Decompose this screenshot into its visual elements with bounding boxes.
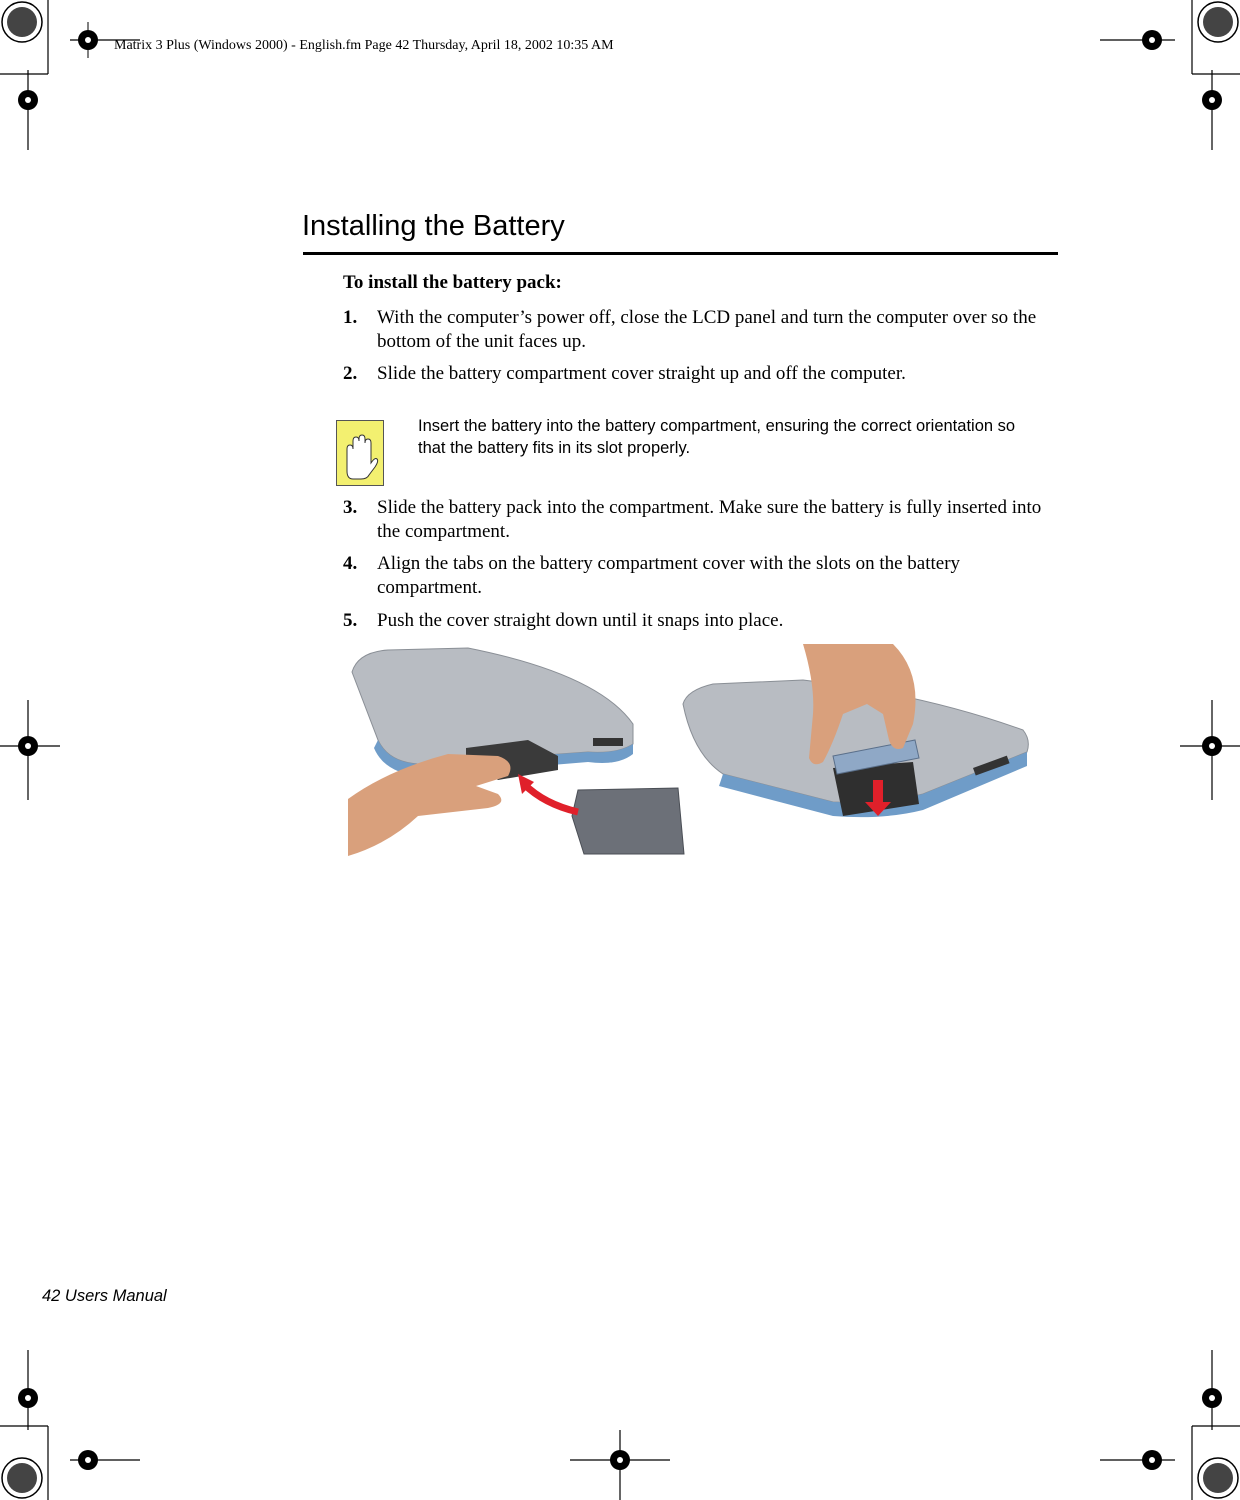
page-title: Installing the Battery [302, 210, 565, 242]
battery-installation-figure [348, 644, 1033, 859]
step-text: Push the cover straight down until it snaps into place. [377, 610, 784, 631]
step-text: Slide the battery compartment cover straight up and off the computer. [377, 363, 906, 384]
caution-note: Insert the battery into the battery compartment, ensuring the correct orientation so that the battery fits in its slot properly. [418, 417, 1016, 457]
step-number: 2. [343, 363, 358, 384]
page-footer: 42 Users Manual [42, 1287, 167, 1305]
step-text: Align the tabs on the battery compartment cover with the slots on the battery compartment. [377, 553, 961, 598]
step-text: With the computer’s power off, close the LCD panel and turn the computer over so the bottom of the unit faces up. [377, 307, 1037, 352]
stop-hand-icon [336, 420, 384, 486]
step-number: 3. [343, 497, 358, 518]
procedure-heading: To install the battery pack: [343, 272, 562, 293]
title-rule [303, 252, 1058, 255]
step-number: 5. [343, 610, 358, 631]
step-number: 1. [343, 307, 358, 328]
laptop-right-illustration [683, 644, 1028, 817]
step-5 [343, 609, 1063, 633]
step-2 [343, 362, 1063, 386]
step-1 [343, 306, 1063, 354]
print-header: Matrix 3 Plus (Windows 2000) - English.fm Page 42 Thursday, April 18, 2002 10:35 AM [114, 38, 614, 53]
step-3 [343, 496, 1063, 544]
step-text: Slide the battery pack into the compartment. Make sure the battery is fully inserted into the compartment. [377, 497, 1042, 542]
laptop-left-illustration [348, 648, 684, 856]
step-4 [343, 552, 1063, 600]
step-number: 4. [343, 553, 358, 574]
